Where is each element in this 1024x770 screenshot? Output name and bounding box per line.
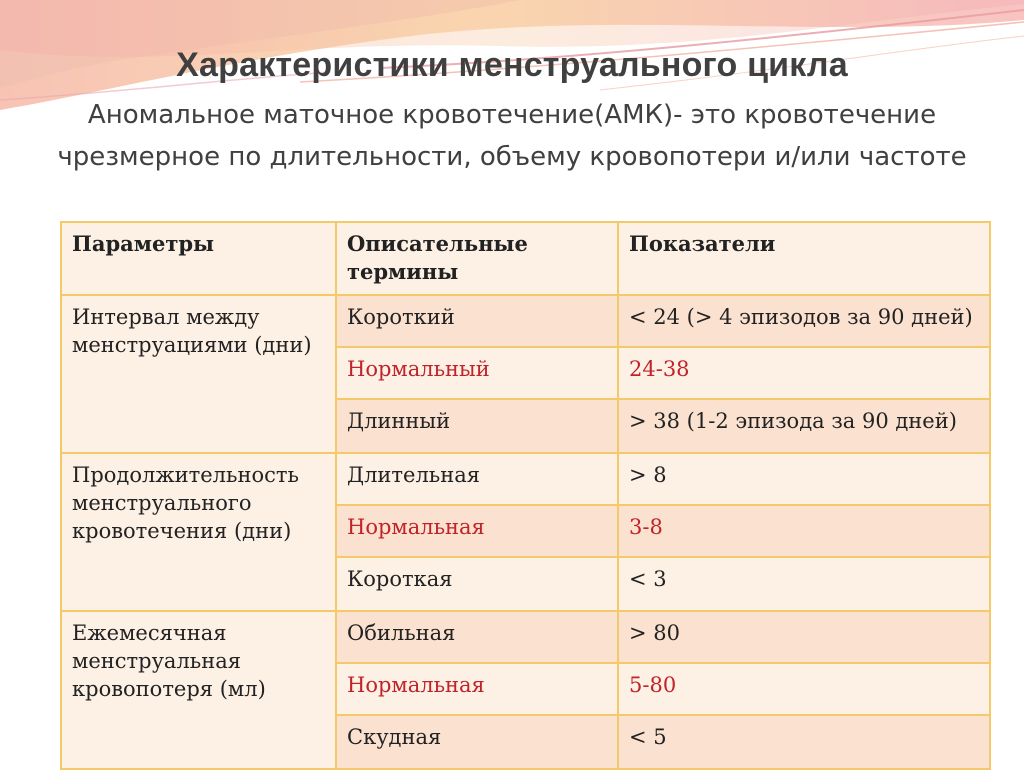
value-cell: < 5 [618,715,990,769]
value-cell: < 24 (> 4 эпизодов за 90 дней) [618,295,990,347]
term-cell: Длинный [336,399,618,453]
value-cell: > 38 (1-2 эпизода за 90 дней) [618,399,990,453]
table-header-row [61,222,990,295]
value-cell: < 3 [618,557,990,611]
term-cell: Скудная [336,715,618,769]
value-cell: > 8 [618,453,990,505]
parameter-cell: Ежемесячная менструальная кровопотеря (мл) [61,611,336,769]
value-cell-normal: 5-80 [618,663,990,715]
slide-subtitle: Аномальное маточное кровотечение(АМК)- это кровотечение чрезмерное по длительности, объему кровопотери и/или частоте [57,100,967,172]
value-cell: > 80 [618,611,990,663]
value-cell-normal: 24-38 [618,347,990,399]
value-cell-normal: 3-8 [618,505,990,557]
term-cell-normal: Нормальная [336,663,618,715]
term-cell-normal: Нормальная [336,505,618,557]
header-values: Показатели [618,222,990,295]
term-cell-normal: Нормальный [336,347,618,399]
header-descriptive-terms: Описательные термины [336,222,618,295]
term-cell: Короткая [336,557,618,611]
table-row [61,295,990,347]
table-row [61,611,990,663]
slide-title: Характеристики менструального цикла [176,46,848,84]
parameter-cell: Продолжительность менструального кровотечения (дни) [61,453,336,611]
menstrual-parameters-table [60,221,991,770]
term-cell: Короткий [336,295,618,347]
parameter-cell: Интервал между менструациями (дни) [61,295,336,453]
term-cell: Длительная [336,453,618,505]
header-parameters: Параметры [61,222,336,295]
term-cell: Обильная [336,611,618,663]
table-row [61,453,990,505]
